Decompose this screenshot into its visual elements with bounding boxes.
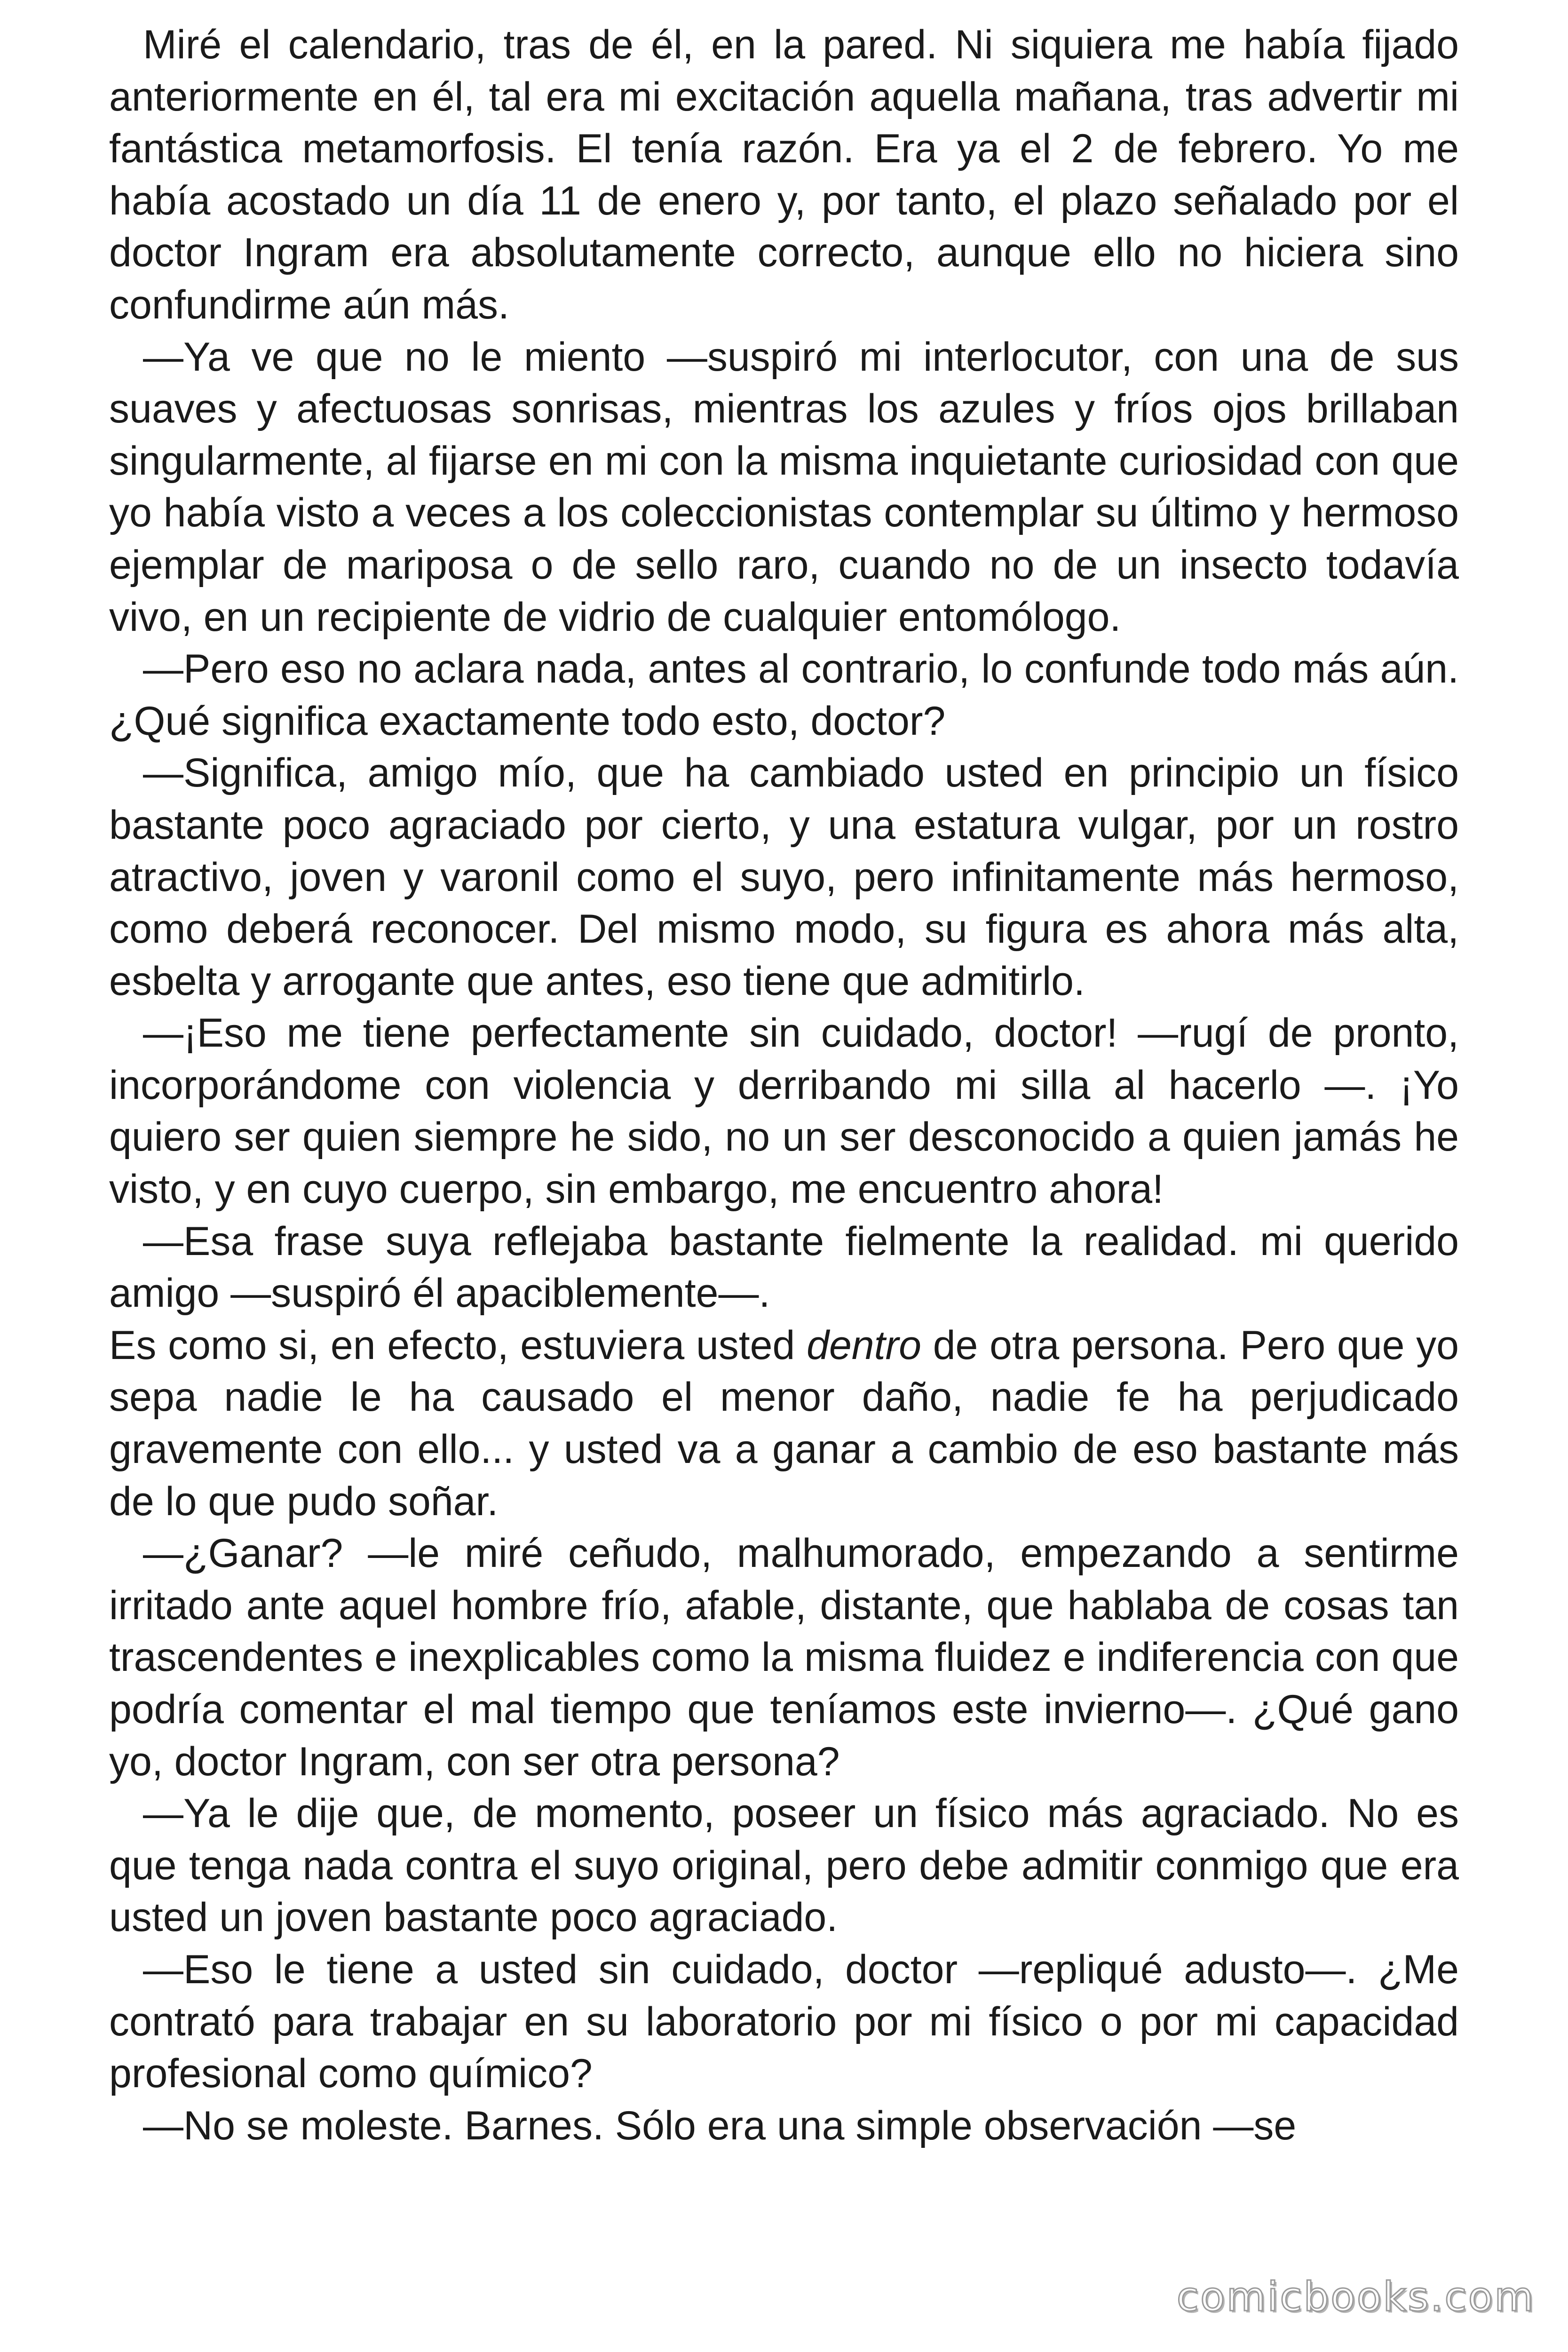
paragraph-7-emphasis: dentro (807, 1322, 921, 1368)
paragraph-10: —Eso le tiene a usted sin cuidado, doctor —repliqué adusto—. ¿Me contrató para trabajar en su laboratorio por mi físico o por mi capacidad profesional como químico? (109, 1947, 1459, 2097)
body-text (109, 19, 1459, 2152)
paragraph-2: —Ya ve que no le miento —suspiró mi interlocutor, con una de sus suaves y afectuosas sonrisas, mientras los azules y fríos ojos brillaban singularmente, al fijarse en mi con la misma inquietante curiosidad con que yo había visto a veces a los coleccionistas contemplar su último y hermoso ejemplar de mariposa o de sello raro, cuando no de un insecto todavía vivo, en un recipiente de vidrio de cualquier entomólogo. (109, 334, 1459, 640)
paragraph-9: —Ya le dije que, de momento, poseer un físico más agraciado. No es que tenga nada contra el suyo original, pero debe admitir conmigo que era usted un joven bastante poco agraciado. (109, 1791, 1459, 1940)
paragraph-7-before: Es como si, en efecto, estuviera usted (109, 1322, 807, 1368)
paragraph-3: —Pero eso no aclara nada, antes al contrario, lo confunde todo más aún. ¿Qué significa exactamente todo esto, doctor? (109, 646, 1459, 744)
paragraph-8: —¿Ganar? —le miré ceñudo, malhumorado, empezando a sentirme irritado ante aquel hombre frío, afable, distante, que hablaba de cosas tan trascendentes e inexplicables como la misma fluidez e indiferencia con que podría comentar el mal tiempo que teníamos este invierno—. ¿Qué gano yo, doctor Ingram, con ser otra persona? (109, 1531, 1459, 1784)
paragraph-1: Miré el calendario, tras de él, en la pared. Ni siquiera me había fijado anteriormente en él, tal era mi excitación aquella mañana, tras advertir mi fantástica metamorfosis. El tenía razón. Era ya el 2 de febrero. Yo me había acostado un día 11 de enero y, por tanto, el plazo señalado por el doctor Ingram era absolutamente correcto, aunque ello no hiciera sino confundirme aún más. (109, 22, 1459, 327)
paragraph-7-after: de otra persona. Pero que yo sepa nadie le ha causado el menor daño, nadie fe ha perjudicado gravemente con ello... y usted va a ganar a cambio de eso bastante más de lo que pudo soñar. (109, 1322, 1459, 1524)
paragraph-6: —Esa frase suya reflejaba bastante fielmente la realidad. mi querido amigo —suspiró él apaciblemente—. (109, 1218, 1459, 1316)
paragraph-4: —Significa, amigo mío, que ha cambiado usted en principio un físico bastante poco agraciado por cierto, y una estatura vulgar, por un rostro atractivo, joven y varonil como el suyo, pero infinitamente más hermoso, como deberá reconocer. Del mismo modo, su figura es ahora más alta, esbelta y arrogante que antes, eso tiene que admitirlo. (109, 750, 1459, 1004)
paragraph-5: —¡Eso me tiene perfectamente sin cuidado, doctor! —rugí de pronto, incorporándome con violencia y derribando mi silla al hacerlo —. ¡Yo quiero ser quien siempre he sido, no un ser desconocido a quien jamás he visto, y en cuyo cuerpo, sin embargo, me encuentro ahora! (109, 1010, 1459, 1212)
paragraph-7 (109, 1319, 1459, 1527)
paragraph-11: —No se moleste. Barnes. Sólo era una simple observación —se (143, 2103, 1297, 2148)
watermark: comicbooks.com (1172, 2271, 1540, 2323)
